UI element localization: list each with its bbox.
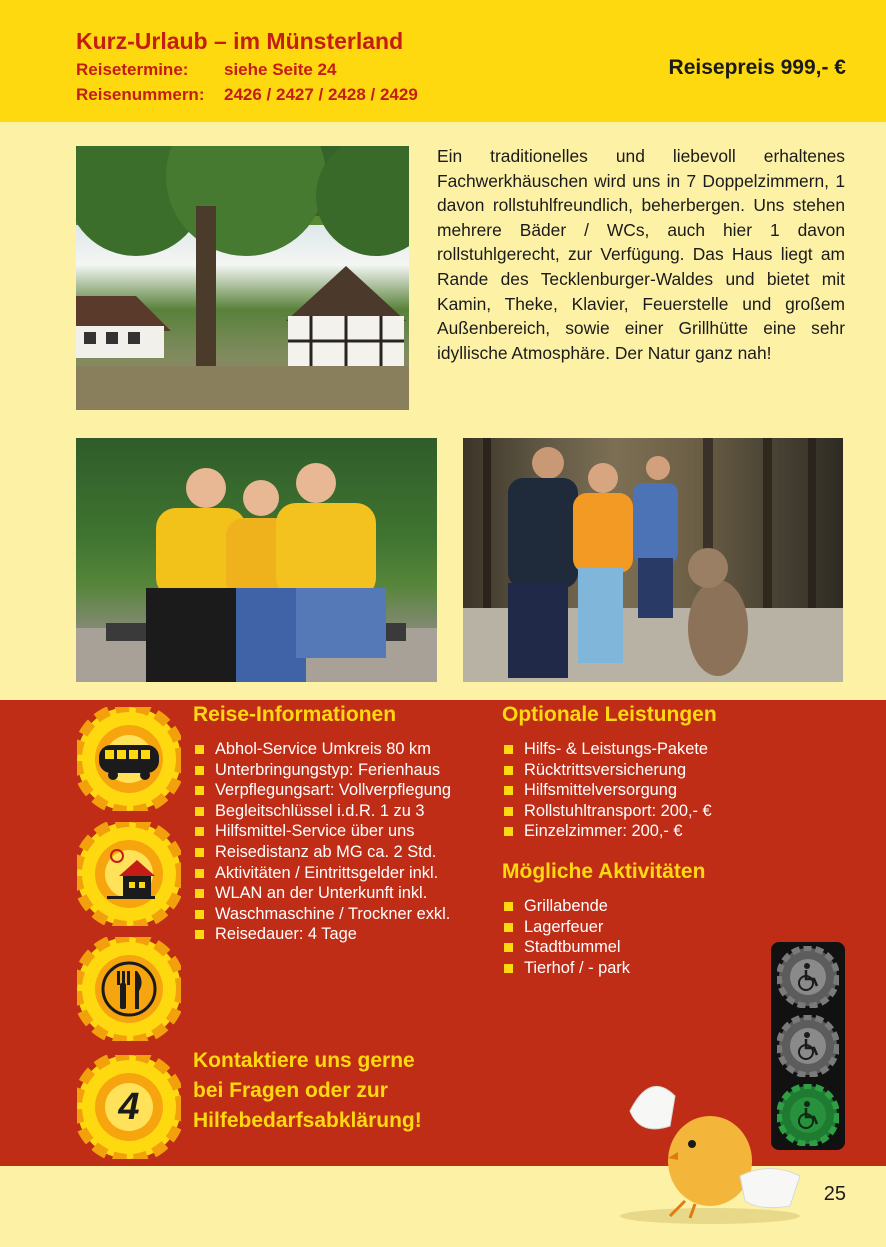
list-item: Tierhof / - park	[502, 958, 630, 979]
accessibility-light	[777, 946, 839, 1008]
reise-info-title: Reise-Informationen	[193, 703, 397, 726]
list-item: Hilfsmittelversorgung	[502, 780, 712, 801]
house-badge	[77, 822, 181, 926]
header-bar	[0, 0, 886, 122]
contact-line: Hilfebedarfsabklärung!	[193, 1109, 422, 1132]
days-badge	[77, 1055, 181, 1159]
activities-list	[502, 896, 630, 978]
list-item: Rücktrittsversicherung	[502, 760, 712, 781]
house-icon	[77, 822, 181, 926]
list-item: Aktivitäten / Eintrittsgelder inkl.	[193, 863, 451, 884]
list-item: Grillabende	[502, 896, 630, 917]
contact-line: Kontaktiere uns gerne	[193, 1049, 415, 1072]
friends-photo	[76, 438, 437, 682]
travel-numbers-value: 2426 / 2427 / 2428 / 2429	[224, 85, 418, 104]
activities-title: Mögliche Aktivitäten	[502, 860, 706, 883]
reise-info-list	[193, 739, 451, 945]
list-item: Begleitschlüssel i.d.R. 1 zu 3	[193, 801, 451, 822]
bus-badge	[77, 707, 181, 811]
list-item: Reisedistanz ab MG ca. 2 Std.	[193, 842, 451, 863]
contact-line: bei Fragen oder zur	[193, 1079, 388, 1102]
chick-icon	[610, 1066, 810, 1226]
page-number: 25	[823, 1183, 846, 1205]
list-item: Rollstuhltransport: 200,- €	[502, 801, 712, 822]
contact-text	[193, 1046, 422, 1136]
travel-price: Reisepreis 999,- €	[668, 56, 846, 79]
list-item: Hilfsmittel-Service über uns	[193, 821, 451, 842]
travel-dates-row	[76, 60, 336, 80]
list-item: Hilfs- & Leistungs-Pakete	[502, 739, 712, 760]
list-item: Einzelzimmer: 200,- €	[502, 821, 712, 842]
chick-illustration	[610, 1066, 810, 1226]
travel-dates-value: siehe Seite 24	[224, 60, 337, 79]
cutlery-icon	[77, 937, 181, 1041]
list-item: Lagerfeuer	[502, 917, 630, 938]
intro-text: Ein traditionelles und liebevoll erhaltenes Fachwerkhäuschen wird uns in 7 Doppelzimmern, 1 davon rollstuhlfreundlich, beherbergen. Uns stehen mehrere Bäder / WCs, auch hier 1 davon rollstuhlgerecht, zur Verfügung. Das Haus liegt am Rande des Tecklenburger-Waldes und bietet mit Kamin, Theke, Klavier, Feuerstelle und großem Außenbereich, sowie einer Grillhütte eine sehr idyllische Atmosphäre. Der Natur ganz nah!	[437, 146, 845, 363]
travel-dates-label: Reisetermine:	[76, 60, 189, 79]
list-item: Abhol-Service Umkreis 80 km	[193, 739, 451, 760]
travel-numbers-label: Reisenummern:	[76, 85, 205, 104]
page-title: Kurz-Urlaub – im Münsterland	[76, 28, 404, 54]
list-item: Unterbringungstyp: Ferienhaus	[193, 760, 451, 781]
wheelchair-icon	[777, 946, 839, 1008]
house-photo	[76, 146, 409, 410]
optional-list	[502, 739, 712, 842]
bus-icon	[77, 707, 181, 811]
list-item: Verpflegungsart: Vollverpflegung	[193, 780, 451, 801]
monkey-photo	[463, 438, 843, 682]
optional-title: Optionale Leistungen	[502, 703, 717, 726]
food-badge	[77, 937, 181, 1041]
list-item: Reisedauer: 4 Tage	[193, 924, 451, 945]
list-item: Stadtbummel	[502, 937, 630, 958]
list-item: Waschmaschine / Trockner exkl.	[193, 904, 451, 925]
travel-numbers-row	[76, 85, 418, 105]
list-item: WLAN an der Unterkunft inkl.	[193, 883, 451, 904]
days-number: 4	[118, 1086, 140, 1128]
